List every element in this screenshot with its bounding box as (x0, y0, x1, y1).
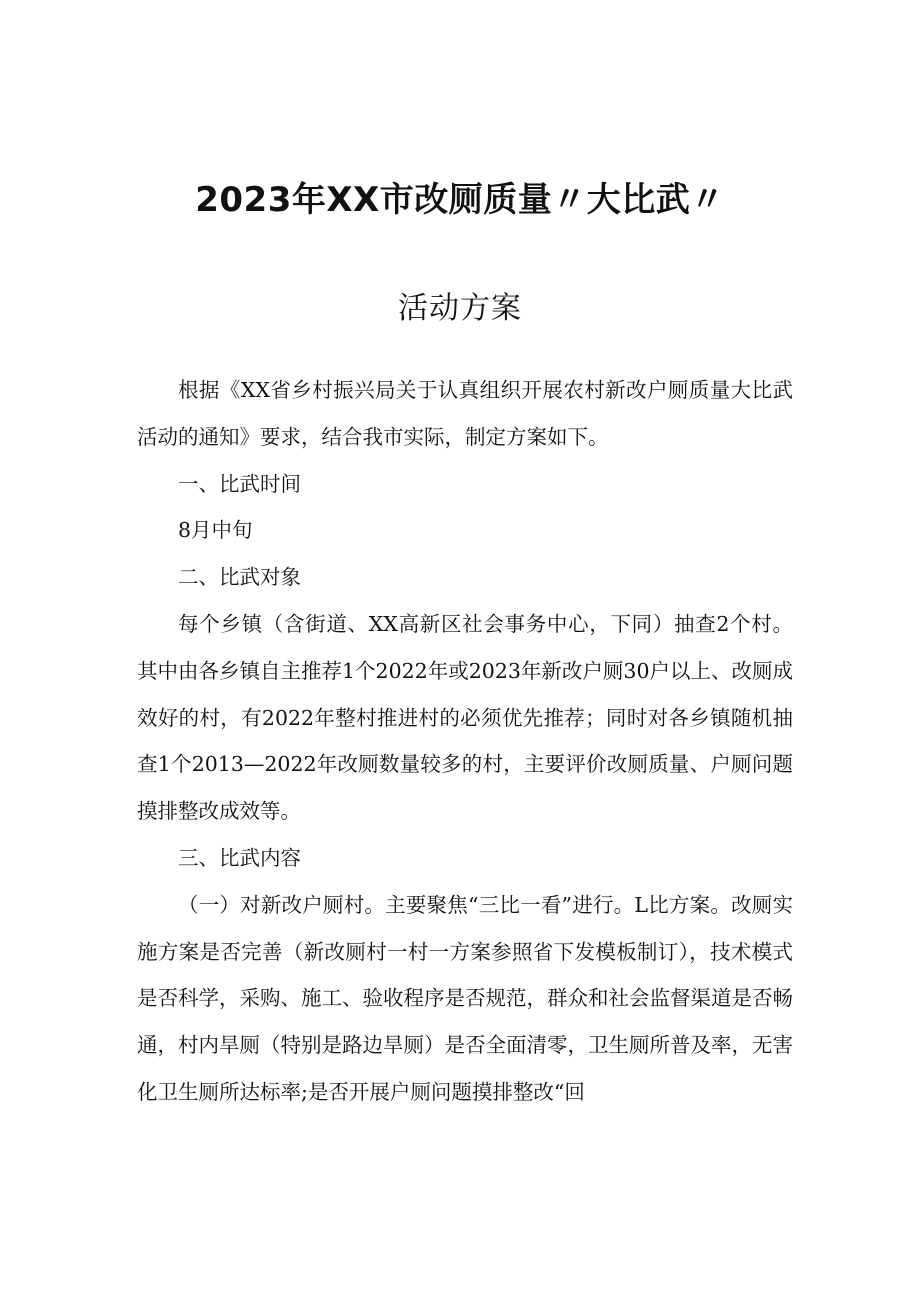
document-title: 2023年XX市改厕质量〃大比武〃 (195, 180, 725, 220)
section-text-content: （一）对新改户厕村。主要聚焦“三比一看”进行。L比方案。改厕实施方案是否完善（新改厕村一村一方案参照省下发模板制订），技术模式是否科学，采购、施工、验收程序是否规范，群众和社会监督渠道是否畅通，村内旱厕（特别是路边旱厕）是否全面清零，卫生厕所普及率，无害化卫生厕所达标率;是否开展户厕问题摸排整改“回 (137, 892, 793, 1104)
document-subtitle: 活动方案 (398, 291, 522, 326)
intro-paragraph: 根据《XX省乡村振兴局关于认真组织开展农村新改户厕质量大比武活动的通知》要求，结合我市实际，制定方案如下。 (137, 378, 793, 449)
section-text-time: 8月中旬 (178, 518, 253, 543)
document-body (137, 367, 793, 1116)
section-heading-target: 二、比武对象 (178, 565, 301, 590)
section-heading-content: 三、比武内容 (178, 845, 301, 870)
section-heading-time: 一、比武时间 (178, 471, 301, 496)
section-text-target: 每个乡镇（含街道、XX高新区社会事务中心，下同）抽查2个村。其中由各乡镇自主推荐1个2022年或2023年新改户厕30户以上、改厕成效好的村，有2022年整村推进村的必须优先推荐；同时对各乡镇随机抽查1个2013—2022年改厕数量较多的村，主要评价改厕质量、户厕问题摸排整改成效等。 (137, 611, 793, 824)
